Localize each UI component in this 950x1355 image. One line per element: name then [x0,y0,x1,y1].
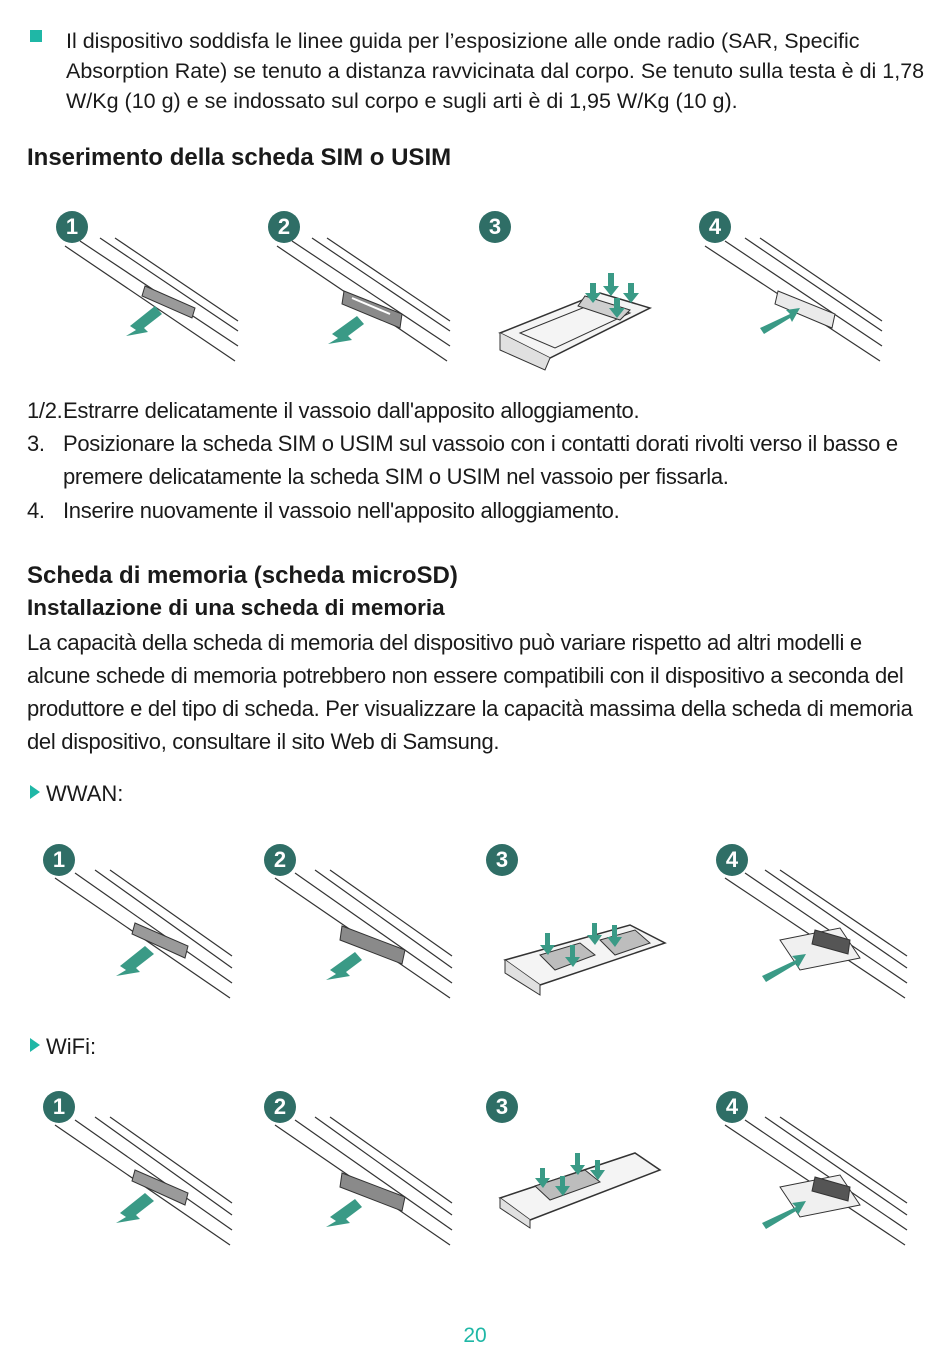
wifi-label [30,1034,96,1060]
step-number: 1/2. [27,398,63,423]
sim-step-1-2 [27,394,927,427]
wwan-tray-eject-illustration-2 [270,868,455,1003]
wwan-card-placement-illustration [500,915,670,1000]
wwan-label [30,781,123,807]
sim-heading: Inserimento della scheda SIM o USIM [27,144,452,171]
wifi-tray-insert-illustration [720,1115,910,1250]
memory-paragraph: La capacità della scheda di memoria del dispositivo può variare rispetto ad altri modelli e alcune schede di memoria potrebbero non essere compatibili con il dispositivo a seconda del produttore e del tipo di scheda. Per visualizzare la capacità massima della scheda di memoria del dispositivo, consultare il sito Web di Samsung. [27,630,913,754]
step-badge-2: 2 [264,844,296,876]
wwan-tray-eject-illustration-1 [50,868,235,1003]
step-number: 4. [27,498,45,523]
wifi-card-placement-illustration [495,1148,665,1233]
page-number: 20 [463,1324,487,1347]
sim-step-4 [27,494,927,527]
step-badge-3: 3 [486,1091,518,1123]
step-text: Estrarre delicatamente il vassoio dall'apposito alloggiamento. [63,398,640,423]
step-badge-3: 3 [479,211,511,243]
sim-step-3 [27,427,927,493]
sim-placement-illustration [490,258,660,378]
wwan-label-text: WWAN: [46,781,124,806]
wwan-tray-insert-illustration [720,868,910,1003]
wifi-tray-eject-illustration-2 [270,1115,455,1250]
wifi-label-text: WiFi: [46,1034,97,1059]
step-number: 3. [27,431,45,456]
step-badge-3: 3 [486,844,518,876]
step-text: Inserire nuovamente il vassoio nell'apposito alloggiamento. [63,498,620,523]
step-badge-2: 2 [264,1091,296,1123]
bullet-square-icon [30,30,42,42]
memory-heading: Scheda di memoria (scheda microSD) [27,562,458,589]
step-badge-4: 4 [699,211,731,243]
step-text: Posizionare la scheda SIM o USIM sul vassoio con i contatti dorati rivolti verso il basso e premere delicatamente la scheda SIM o USIM nel vassoio per fissarla. [63,431,898,489]
wifi-tray-eject-illustration-1 [50,1115,235,1250]
step-badge-2: 2 [268,211,300,243]
sar-bullet-text: Il dispositivo soddisfa le linee guida per l’esposizione alle onde radio (SAR, Specific Absorption Rate) se tenuto a distanza ravvicinata dal corpo. Se tenuto sulla testa è di 1,78 W/Kg (10 g) e se indossato sul corpo e sugli arti è di 1,95 W/Kg (10 g). [66,29,925,113]
triangle-bullet-icon [30,785,40,799]
step-badge-4: 4 [716,844,748,876]
step-badge-1: 1 [56,211,88,243]
tray-eject-illustration-2 [272,236,452,366]
memory-subheading: Installazione di una scheda di memoria [27,595,445,620]
tray-insert-illustration [700,236,885,366]
tray-eject-illustration-1 [60,236,240,366]
step-badge-1: 1 [43,844,75,876]
step-badge-1: 1 [43,1091,75,1123]
triangle-bullet-icon [30,1038,40,1052]
step-badge-4: 4 [716,1091,748,1123]
